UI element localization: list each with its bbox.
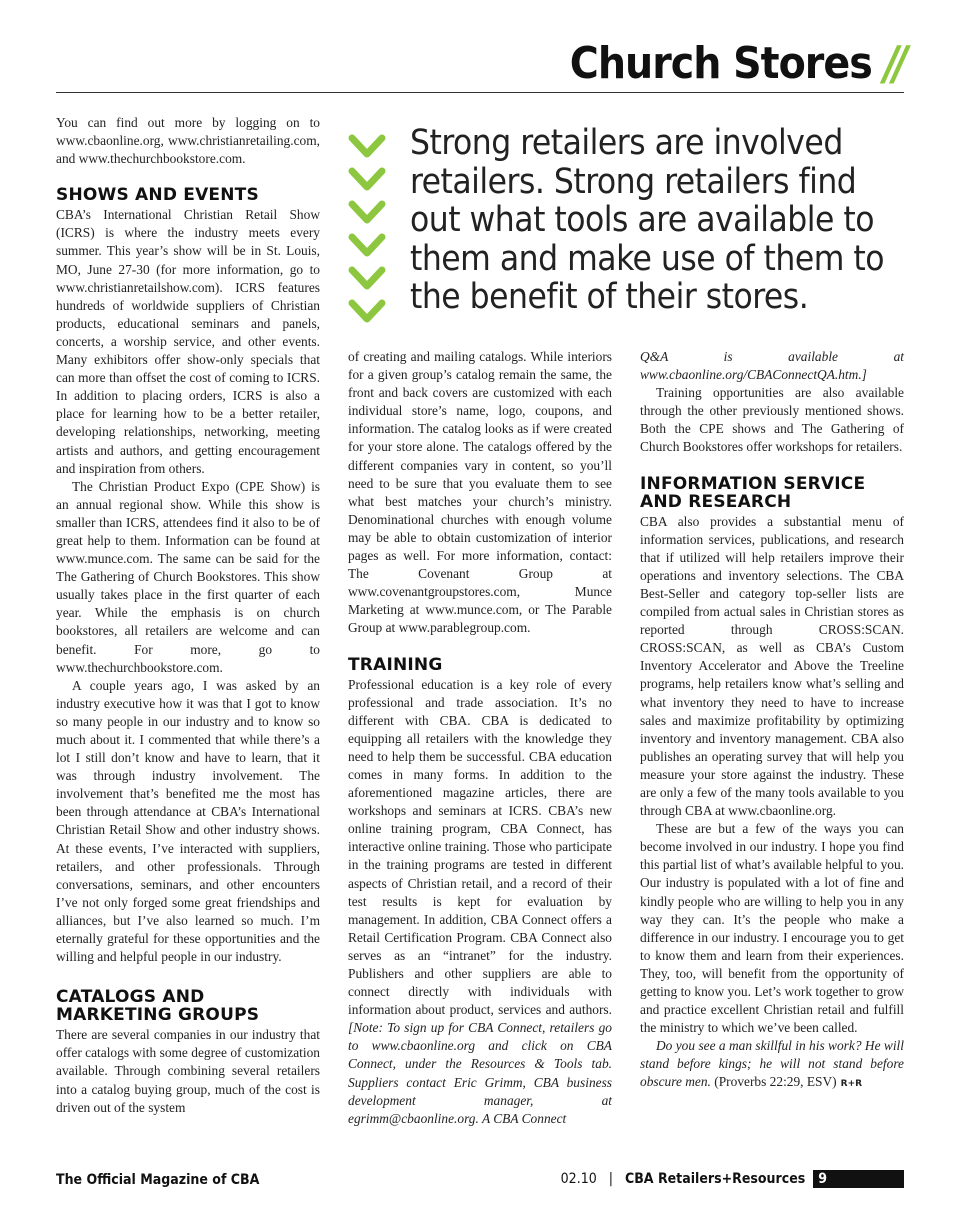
shows-heading: SHOWS AND EVENTS	[56, 185, 259, 206]
column-3	[640, 348, 904, 1094]
training-heading: TRAINING	[348, 654, 443, 675]
column-1	[56, 114, 320, 1117]
footer-issue: 02.10	[560, 1171, 597, 1187]
shows-paragraph-2: The Christian Product Expo (CPE Show) is an annual regional show. While this show is smaller than ICRS, attendees find it also to be of great help to them. Information can be found at www.munce.com. The same can be said for the The Gathering of Church Bookstores. This show usually takes place in the first quarter of each year. While the emphasis is on church bookstores, all retailers are welcome and can benefit. For more, go to www.thechurchbookstore.com.	[56, 478, 320, 675]
chevron-down-icon	[348, 132, 386, 162]
chevron-stack	[348, 132, 392, 330]
footer-magazine-name: CBA Retailers+Resources	[624, 1171, 806, 1187]
info-heading: INFORMATION SERVICE AND RESEARCH	[640, 473, 866, 512]
catalogs-heading: CATALOGS AND MARKETING GROUPS	[56, 987, 260, 1026]
footer-bar	[832, 1170, 904, 1188]
chevron-down-icon	[348, 165, 386, 195]
shows-paragraph-3: A couple years ago, I was asked by an industry executive how it was that I got to know so many people in our industry and to know so much about it. I commented that while there’s a lot I still don’t know and have to learn, that it was through industry involvement. The involvement that’s benefited me the most has been through attendance at CBA’s International Christian Retail Show and other industry shows. At these events, I’ve interacted with suppliers, retailers, and other professionals. Through conversations, seminars, and other encounters I’ve not only forged some great friendships and alliances, but I’ve also learned so much. I’m eternally grateful for these opportunities and the willing and helpful people in our industry.	[56, 677, 320, 965]
column-2	[348, 348, 612, 1128]
training-note: [Note: To sign up for CBA Connect, retailers go to www.cbaonline.org and click on CBA Connect, under the Resources & Tools tab. Suppliers contact Eric Grimm, CBA business development manager, at egrimm@cbaonline.org. A CBA Connect	[348, 1020, 612, 1126]
chevron-down-icon	[348, 231, 386, 261]
catalogs-paragraph-continued: of creating and mailing catalogs. While interiors for a given group’s catalog remain the same, the front and back covers are customized with each individual store’s name, logo, coupons, and information. The catalog looks as if were created for your store alone. The catalogs offered by the different companies vary in content, so you’ll need to be sure that you evaluate them to see what best matches your church’s ministry. Denominational churches with enough volume may be able to obtain customization of interior pages as well. For more information, contact: The Covenant Group at www.covenantgroupstores.com, Munce Marketing at www.munce.com, or The Parable Group at www.parablegroup.com.	[348, 349, 612, 636]
section-title-text: Church Stores	[569, 37, 872, 89]
header-divider	[56, 92, 904, 93]
footer-separator: |	[608, 1171, 613, 1187]
training-text: Professional education is a key role of every professional and trade association. It’s no different with CBA. CBA is dedicated to equipping all retailers with the knowledge they need to help them be successful. CBA education comes in many forms. In addition to the aforementioned magazine articles, there are workshops and seminars at ICRS. CBA’s new online training program, CBA Connect, has interactive online training. Those who participate in the training programs are tested in different aspects of Christian retail, and a record of their test results is kept for evaluation by management. In addition, CBA Connect offers a Retail Certification Program. CBA Connect also serves as an “intranet” for the industry. Publishers and other suppliers are able to connect directly with individuals with information about product, services and authors.	[348, 676, 612, 1018]
info-paragraph-1: CBA also provides a substantial menu of information services, publications, and research that if utilized will help retailers improve their operations and inventory selections. The CBA Best-Seller and category top-seller lists are compiled from actual sales in Christian stores as reported through CROSS:SCAN. CROSS:SCAN, as well as CBA’s Custom Inventory Accelerator and Above the Treeline programs, help retailers know what’s selling and what inventory they need to have to increase sales and maximize profitability by optimizing inventory and inventory management. CBA also publishes an operating survey that will help you measure your store against the industry. These are only a few of the many tools available to you through CBA at www.cbaonline.org.	[640, 513, 904, 819]
closing-reference: (Proverbs 22:29, ESV)	[714, 1074, 837, 1090]
section-title	[570, 36, 902, 90]
closing-quote: Do you see a man skillful in his work? He will stand before kings; he will not stand before obscure men.	[640, 1038, 904, 1090]
double-slash-icon: //	[883, 36, 902, 90]
closing-paragraph	[640, 1037, 904, 1093]
end-mark: R+R	[840, 1079, 863, 1090]
chevron-down-icon	[348, 297, 386, 327]
chevron-down-icon	[348, 264, 386, 294]
chevron-down-icon	[348, 198, 386, 228]
training-paragraph-1	[348, 676, 612, 1128]
footer-magazine-line: The Official Magazine of CBA	[56, 1172, 260, 1188]
training-note-continued: Q&A is available at www.cbaonline.org/CBAConnectQA.htm.]	[640, 349, 904, 383]
pull-quote	[348, 124, 908, 330]
pull-quote-text: Strong retailers are involved retailers. Strong retailers find out what tools are available to them and make use of them to the benefit of their stores.	[410, 123, 884, 317]
page-number: 9	[813, 1170, 832, 1188]
shows-paragraph-1: CBA’s International Christian Retail Show (ICRS) is where the industry meets every summer. This year’s show will be in St. Louis, MO, June 27-30 (for more information, go to www.christianretailshow.com). ICRS features hundreds of worldwide suppliers of Christian products, educational seminars and panels, concerts, a worship service, and other events. Many exhibitors offer show-only specials that can more than offset the cost of coming to ICRS. In addition to placing orders, ICRS is also a place for learning how to be a better retailer, developing relationships, networking, meeting artists and authors, and getting encouragement and inspiration from others.	[56, 207, 320, 476]
info-paragraph-2: These are but a few of the ways you can become involved in our industry. I hope you find this partial list of what’s available helpful to you. Our industry is populated with a lot of fine and kindly people who are willing to help you in any way they can. It’s the people who make a difference in our industry. I encourage you to get to know them and learn from their experiences. They, too, will benefit from the opportunity of getting to know you. Let’s work together to grow and practice excellent Christian retail and fulfill the ministry to which we’ve been called.	[640, 821, 904, 1036]
catalogs-paragraph-1: There are several companies in our industry that offer catalogs with some degree of customization available. Through combining several retailers into a catalog buying group, much of the cost is driven out of the system	[56, 1027, 320, 1115]
intro-paragraph: You can find out more by logging on to www.cbaonline.org, www.christianretailing.com, and www.thechurchbookstore.com.	[56, 115, 320, 167]
footer-right	[561, 1170, 904, 1188]
training-paragraph-2: Training opportunities are also available through the other previously mentioned shows. Both the CPE shows and The Gathering of Church Bookstores offer workshops for retailers.	[640, 385, 904, 455]
